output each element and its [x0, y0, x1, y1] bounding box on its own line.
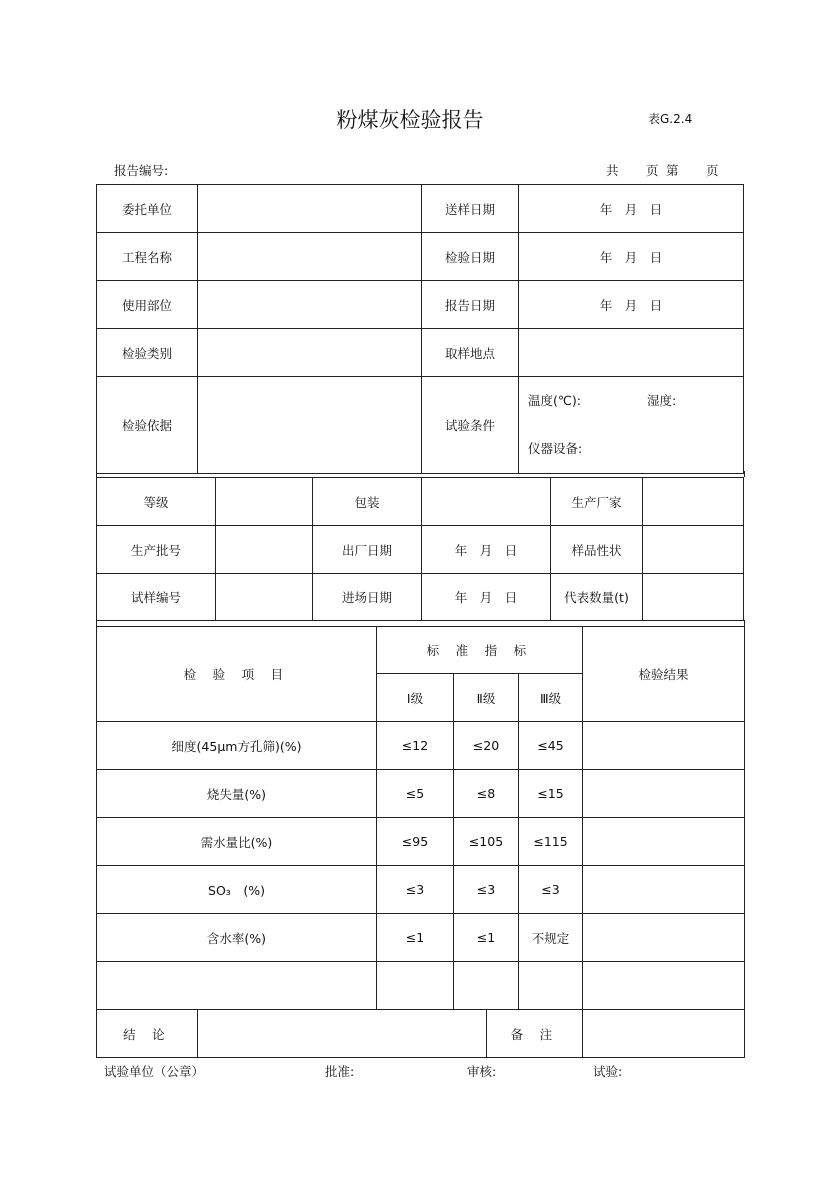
label: 包装 — [313, 478, 422, 526]
factory-date-field[interactable]: 年 月 日 — [422, 526, 551, 574]
conclusion-table — [96, 1009, 745, 1058]
grade-field[interactable] — [216, 478, 313, 526]
result-field[interactable] — [583, 722, 745, 770]
label: 送样日期 — [422, 185, 519, 233]
result-field[interactable] — [583, 962, 745, 1010]
label: 进场日期 — [313, 574, 422, 621]
label: 等级 — [97, 478, 216, 526]
result-field[interactable] — [583, 818, 745, 866]
batch-number-field[interactable] — [216, 526, 313, 574]
page-number-label: 第 — [666, 163, 679, 178]
grade-3-value: ≤115 — [519, 818, 583, 866]
report-date-field[interactable]: 年 月 日 — [519, 281, 744, 329]
approve-label: 批准: — [325, 1064, 355, 1079]
grade-1-value: ≤3 — [377, 866, 454, 914]
grade-1-value — [377, 962, 454, 1010]
test-date-field[interactable]: 年 月 日 — [519, 233, 744, 281]
table-row — [97, 377, 744, 474]
label: 代表数量(t) — [551, 574, 643, 621]
table-row — [97, 526, 744, 574]
sample-state-field[interactable] — [643, 526, 744, 574]
table-header-row — [97, 627, 745, 674]
grade-1-value: ≤1 — [377, 914, 454, 962]
grade-2-value: ≤8 — [454, 770, 519, 818]
test-results-table — [96, 626, 745, 1010]
client-field[interactable] — [198, 185, 422, 233]
label: 报告日期 — [422, 281, 519, 329]
report-number-label: 报告编号: — [114, 163, 169, 178]
equipment-label: 仪器设备: — [528, 441, 583, 456]
result-header: 检验结果 — [583, 627, 745, 722]
table-row — [97, 478, 744, 526]
page-total-label: 共 — [606, 163, 619, 178]
label: 生产批号 — [97, 526, 216, 574]
usage-location-field[interactable] — [198, 281, 422, 329]
grade-2-value: ≤20 — [454, 722, 519, 770]
label: 工程名称 — [97, 233, 198, 281]
item-name: 烧失量(%) — [97, 770, 377, 818]
item-name: 细度(45μm方孔筛)(%) — [97, 722, 377, 770]
grade-1-value: ≤5 — [377, 770, 454, 818]
label: 检验依据 — [97, 377, 198, 474]
label: 出厂日期 — [313, 526, 422, 574]
result-field[interactable] — [583, 866, 745, 914]
table-row — [97, 914, 745, 962]
table-row — [97, 866, 745, 914]
sample-info-table — [96, 477, 744, 621]
grade-2-value — [454, 962, 519, 1010]
item-header: 检 验 项 目 — [97, 627, 377, 722]
table-row — [97, 962, 745, 1010]
table-row — [97, 281, 744, 329]
grade-3-value — [519, 962, 583, 1010]
grade-3-value: ≤3 — [519, 866, 583, 914]
table-row — [97, 770, 745, 818]
page-title: 粉煤灰检验报告 — [336, 108, 484, 132]
table-row — [97, 329, 744, 377]
table-row — [97, 574, 744, 621]
label: 使用部位 — [97, 281, 198, 329]
table-row — [97, 818, 745, 866]
item-name: 需水量比(%) — [97, 818, 377, 866]
label: 生产厂家 — [551, 478, 643, 526]
grade-3-header: Ⅲ级 — [519, 674, 583, 722]
label: 检验类别 — [97, 329, 198, 377]
label: 检验日期 — [422, 233, 519, 281]
label: 取样地点 — [422, 329, 519, 377]
item-name: 含水率(%) — [97, 914, 377, 962]
table-row — [97, 722, 745, 770]
grade-1-header: Ⅰ级 — [377, 674, 454, 722]
label: 委托单位 — [97, 185, 198, 233]
label: 试样编号 — [97, 574, 216, 621]
manufacturer-field[interactable] — [643, 478, 744, 526]
testing-unit-label: 试验单位（公章） — [104, 1064, 205, 1079]
grade-2-header: Ⅱ级 — [454, 674, 519, 722]
remarks-label: 备 注 — [487, 1010, 583, 1058]
conclusion-field[interactable] — [198, 1010, 487, 1058]
standard-header: 标 准 指 标 — [377, 627, 583, 674]
form-code: 表G.2.4 — [648, 112, 693, 126]
grade-1-value: ≤95 — [377, 818, 454, 866]
request-info-table — [96, 184, 744, 474]
humidity-label: 湿度: — [647, 393, 677, 408]
conclusion-label: 结 论 — [97, 1010, 198, 1058]
item-name — [97, 962, 377, 1010]
review-label: 审核: — [467, 1064, 497, 1079]
test-conditions-field[interactable] — [519, 377, 744, 474]
page-end-label: 页 — [706, 163, 719, 178]
grade-1-value: ≤12 — [377, 722, 454, 770]
result-field[interactable] — [583, 770, 745, 818]
entry-date-field[interactable]: 年 月 日 — [422, 574, 551, 621]
test-basis-field[interactable] — [198, 377, 422, 474]
table-row — [97, 1010, 745, 1058]
grade-2-value: ≤1 — [454, 914, 519, 962]
page-label: 页 — [646, 163, 659, 178]
grade-2-value: ≤3 — [454, 866, 519, 914]
test-category-field[interactable] — [198, 329, 422, 377]
grade-3-value: ≤15 — [519, 770, 583, 818]
sample-number-field[interactable] — [216, 574, 313, 621]
grade-3-value: ≤45 — [519, 722, 583, 770]
sample-date-field[interactable]: 年 月 日 — [519, 185, 744, 233]
table-row — [97, 185, 744, 233]
project-name-field[interactable] — [198, 233, 422, 281]
grade-3-value: 不规定 — [519, 914, 583, 962]
label: 样品性状 — [551, 526, 643, 574]
packaging-field[interactable] — [422, 478, 551, 526]
sampling-location-field[interactable] — [519, 329, 744, 377]
grade-2-value: ≤105 — [454, 818, 519, 866]
table-row — [97, 233, 744, 281]
item-name: SO₃ (%) — [97, 866, 377, 914]
temperature-label: 温度(℃): — [528, 393, 582, 408]
tester-label: 试验: — [593, 1064, 623, 1079]
result-field[interactable] — [583, 914, 745, 962]
quantity-field[interactable] — [643, 574, 744, 621]
label: 试验条件 — [422, 377, 519, 474]
remarks-field[interactable] — [583, 1010, 745, 1058]
